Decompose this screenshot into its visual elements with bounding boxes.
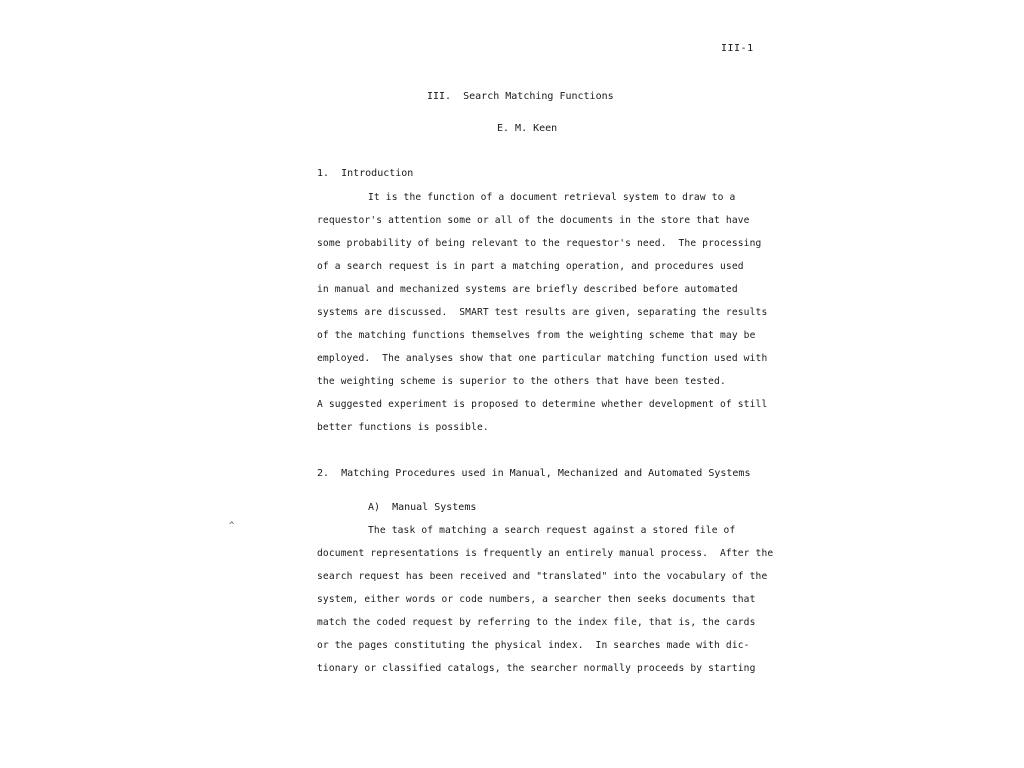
section-2-line: document representations is frequently an entirely manual process. After the <box>317 548 774 559</box>
section-2-heading: 2. Matching Procedures used in Manual, Mechanized and Automated Systems <box>317 468 751 479</box>
section-1-line: systems are discussed. SMART test results are given, separating the results <box>317 307 768 318</box>
section-2-line: tionary or classified catalogs, the searcher normally proceeds by starting <box>317 663 756 674</box>
section-2-line: search request has been received and "translated" into the vocabulary of the <box>317 571 768 582</box>
section-1-line: in manual and mechanized systems are briefly described before automated <box>317 284 738 295</box>
margin-mark: ^ <box>229 521 235 531</box>
chapter-title: III. Search Matching Functions <box>427 91 614 102</box>
section-1-line: better functions is possible. <box>317 422 489 433</box>
section-2-line: The task of matching a search request against a stored file of <box>368 525 736 536</box>
section-1-line: A suggested experiment is proposed to determine whether development of still <box>317 399 768 410</box>
section-1-line: employed. The analyses show that one particular matching function used with <box>317 353 768 364</box>
section-1-line: It is the function of a document retrieval system to draw to a <box>368 192 736 203</box>
page-number: III-1 <box>721 43 754 54</box>
section-1-line: some probability of being relevant to the requestor's need. The processing <box>317 238 762 249</box>
section-1-line: requestor's attention some or all of the documents in the store that have <box>317 215 750 226</box>
section-2a-subheading: A) Manual Systems <box>368 502 477 513</box>
section-1-line: the weighting scheme is superior to the others that have been tested. <box>317 376 726 387</box>
author: E. M. Keen <box>497 123 558 134</box>
section-2-line: system, either words or code numbers, a searcher then seeks documents that <box>317 594 756 605</box>
section-1-line: of the matching functions themselves from the weighting scheme that may be <box>317 330 756 341</box>
section-1-heading: 1. Introduction <box>317 168 414 179</box>
section-2-line: match the coded request by referring to the index file, that is, the cards <box>317 617 756 628</box>
section-2-line: or the pages constituting the physical index. In searches made with dic- <box>317 640 750 651</box>
section-1-line: of a search request is in part a matching operation, and procedures used <box>317 261 744 272</box>
